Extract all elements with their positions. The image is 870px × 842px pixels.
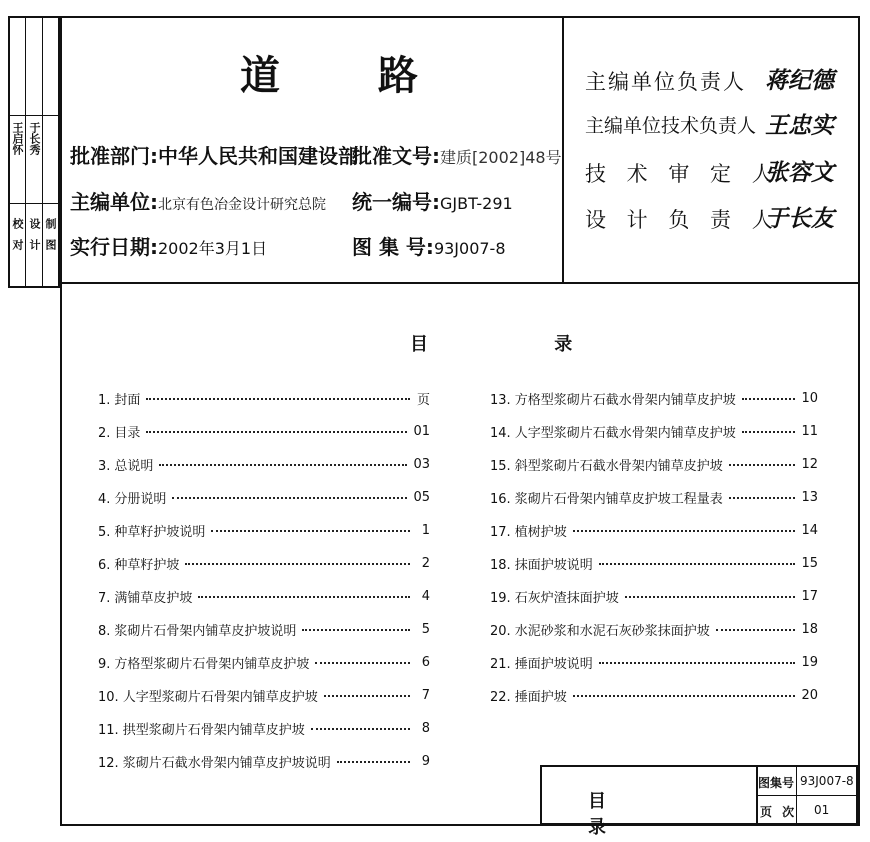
- toc-item: [490, 386, 818, 410]
- toc-leader-dots: [172, 497, 407, 499]
- toc-item-text: 拱型浆砌片石骨架内铺草皮护坡: [122, 722, 305, 738]
- toc-item-page: 15: [801, 555, 818, 571]
- toc-item-page: 05: [413, 489, 430, 505]
- toc-item-title: [490, 686, 567, 705]
- toc-item-title: [98, 752, 331, 771]
- side-role-2: 设计: [28, 218, 41, 260]
- toc-leader-dots: [185, 563, 410, 565]
- toc-item: [98, 650, 430, 674]
- toc-item: [490, 551, 818, 575]
- toc-item-title: [98, 653, 309, 672]
- toc-item-text: 斜型浆砌片石截水骨架内铺草皮护坡: [514, 458, 723, 474]
- title-block: [540, 765, 858, 838]
- toc-item: [98, 716, 430, 740]
- toc-leader-dots: [599, 662, 796, 664]
- side-role-3: 制图: [44, 218, 57, 260]
- side-signer-2: 于长秀: [28, 122, 41, 155]
- toc-item-title: [490, 653, 593, 672]
- toc-item-number: 11.: [98, 722, 119, 738]
- toc-item-text: 总说明: [114, 458, 154, 474]
- approve-dept-label: 批准部门:: [70, 144, 158, 168]
- toc-item-page: 19: [801, 654, 818, 670]
- toc-item-page: 18: [801, 621, 818, 637]
- toc-item-text: 满铺草皮护坡: [114, 590, 193, 606]
- toc-item-page: 20: [801, 687, 818, 703]
- page-value: 01: [814, 803, 830, 817]
- toc-item-page: 10: [801, 390, 818, 406]
- toc-item-title: [490, 455, 723, 474]
- toc-item-title: [490, 587, 619, 606]
- unified-no-value: GJBT-291: [440, 194, 513, 213]
- toc-item-text: 方格型浆砌片石骨架内铺草皮护坡: [114, 656, 310, 672]
- toc-item-text: 浆砌片石截水骨架内铺草皮护坡说明: [122, 755, 331, 771]
- toc-item-page: 14: [801, 522, 818, 538]
- toc-heading: 目 录: [410, 334, 633, 355]
- unified-no-label: 统一编号:: [352, 190, 440, 214]
- impl-date-label: 实行日期:: [70, 235, 158, 259]
- signature-3: 张容文: [765, 159, 834, 186]
- toc-item-number: 3.: [98, 458, 111, 474]
- toc-item-number: 5.: [98, 524, 111, 540]
- toc-item-number: 21.: [490, 656, 511, 672]
- toc-item-number: 14.: [490, 425, 511, 441]
- toc-item: [98, 518, 430, 542]
- toc-item: [98, 485, 430, 509]
- toc-item: [490, 650, 818, 674]
- approve-doc-label: 批准文号:: [352, 144, 440, 168]
- toc-item-page: 01: [413, 423, 430, 439]
- toc-item-text: 浆砌片石骨架内铺草皮护坡说明: [114, 623, 297, 639]
- resp-label-4: 设 计 负 责 人: [585, 208, 780, 232]
- toc-item-page: 8: [421, 720, 430, 736]
- toc-leader-dots: [324, 695, 410, 697]
- side-role-1: 校对: [11, 218, 24, 260]
- approve-dept-value: 中华人民共和国建设部: [158, 144, 358, 168]
- toc-item-number: 22.: [490, 689, 511, 705]
- toc-leader-dots: [625, 596, 796, 598]
- toc-leader-dots: [599, 563, 796, 565]
- toc-item-page: 5: [421, 621, 430, 637]
- page-label: 页 次: [760, 805, 798, 819]
- toc-item: [98, 386, 430, 410]
- toc-item-page: 1: [421, 522, 430, 538]
- toc-item-title: [98, 587, 192, 606]
- toc-item-text: 人字型浆砌片石骨架内铺草皮护坡: [122, 689, 318, 705]
- toc-item-number: 12.: [98, 755, 119, 771]
- toc-item-title: [98, 389, 140, 408]
- toc-item: [490, 419, 818, 443]
- toc-item-number: 17.: [490, 524, 511, 540]
- toc-leader-dots: [315, 662, 410, 664]
- toc-item-title: [490, 389, 736, 408]
- toc-item-text: 抹面护坡说明: [514, 557, 593, 573]
- header-info: [70, 140, 562, 270]
- toc-item-text: 石灰炉渣抹面护坡: [514, 590, 619, 606]
- toc-leader-dots: [198, 596, 410, 598]
- toc-item-title: [98, 422, 140, 441]
- toc-item-page: 2: [421, 555, 430, 571]
- atlas-no-label: 图 集 号:: [352, 235, 434, 259]
- toc-leader-dots: [211, 530, 410, 532]
- toc-item-number: 16.: [490, 491, 511, 507]
- title-block-name: 目 录: [588, 791, 688, 838]
- signature-1: 蒋纪德: [765, 67, 834, 94]
- toc-item-text: 捶面护坡: [514, 689, 567, 705]
- toc-leader-dots: [742, 431, 796, 433]
- editor-unit-value: 北京有色冶金设计研究总院: [158, 197, 326, 213]
- toc-item: [98, 551, 430, 575]
- toc-item-text: 捶面护坡说明: [514, 656, 593, 672]
- toc-leader-dots: [146, 398, 410, 400]
- toc-item: [490, 584, 818, 608]
- toc-item-page: 12: [801, 456, 818, 472]
- impl-date-value: 2002年3月1日: [158, 239, 268, 258]
- toc-item-text: 目录: [114, 425, 141, 441]
- toc-item: [98, 683, 430, 707]
- toc-item-text: 封面: [114, 392, 141, 408]
- toc-item-title: [98, 455, 153, 474]
- toc-item-number: 4.: [98, 491, 111, 507]
- toc-item-number: 20.: [490, 623, 511, 639]
- editor-unit-label: 主编单位:: [70, 190, 158, 214]
- approve-doc-value: 建质[2002]48号: [440, 148, 562, 167]
- toc-leader-dots: [302, 629, 410, 631]
- toc-leader-dots: [311, 728, 410, 730]
- toc-item: [490, 485, 818, 509]
- toc-item-title: [490, 620, 710, 639]
- toc-leader-dots: [729, 464, 796, 466]
- atlas-value: 93J007-8: [800, 774, 854, 788]
- resp-label-3: 技 术 审 定 人: [585, 162, 780, 186]
- toc-item-title: [98, 620, 296, 639]
- toc-item-title: [490, 554, 593, 573]
- page-title: 道 路: [240, 52, 460, 99]
- toc-item-title: [98, 686, 318, 705]
- toc-item-text: 种草籽护坡说明: [114, 524, 206, 540]
- signature-2: 王忠实: [765, 112, 834, 139]
- toc-leader-dots: [716, 629, 796, 631]
- toc-item-title: [98, 719, 305, 738]
- toc-item: [98, 419, 430, 443]
- toc-item: [98, 452, 430, 476]
- toc-item-page: 4: [421, 588, 430, 604]
- toc-leader-dots: [573, 530, 796, 532]
- toc-item: [490, 518, 818, 542]
- toc-item-number: 18.: [490, 557, 511, 573]
- toc-item-title: [98, 488, 166, 507]
- toc-leader-dots: [159, 464, 407, 466]
- toc-item-text: 浆砌片石骨架内铺草皮护坡工程量表: [514, 491, 723, 507]
- toc-item-title: [98, 521, 205, 540]
- toc-item-page: 11: [801, 423, 818, 439]
- toc-leader-dots: [146, 431, 407, 433]
- toc-item: [490, 683, 818, 707]
- toc-item-text: 方格型浆砌片石截水骨架内铺草皮护坡: [514, 392, 736, 408]
- toc-item-page: 7: [421, 687, 430, 703]
- toc-item-number: 9.: [98, 656, 111, 672]
- toc-item-page: 03: [413, 456, 430, 472]
- side-signer-1: 王启怀: [11, 122, 24, 155]
- toc-item: [98, 617, 430, 641]
- toc-item-page: 13: [801, 489, 818, 505]
- responsibles-block: [585, 62, 855, 242]
- toc-item-title: [490, 521, 567, 540]
- resp-label-2: 主编单位技术负责人: [585, 115, 757, 137]
- toc-item: [490, 452, 818, 476]
- toc-item-page: 17: [801, 588, 818, 604]
- toc-item-number: 8.: [98, 623, 111, 639]
- signature-4: 于长友: [765, 205, 834, 232]
- toc-item-text: 分册说明: [114, 491, 167, 507]
- toc-item-page: 6: [421, 654, 430, 670]
- toc-leader-dots: [573, 695, 796, 697]
- toc-item-page: 页: [416, 392, 430, 408]
- toc-item-title: [490, 422, 736, 441]
- toc-item-number: 13.: [490, 392, 511, 408]
- toc-item: [98, 584, 430, 608]
- atlas-label: 图集号: [758, 776, 795, 790]
- toc-item: [490, 617, 818, 641]
- toc-leader-dots: [337, 761, 410, 763]
- toc-item-number: 6.: [98, 557, 111, 573]
- toc-item-text: 人字型浆砌片石截水骨架内铺草皮护坡: [514, 425, 736, 441]
- atlas-no-value: 93J007-8: [433, 239, 506, 258]
- toc-item-page: 9: [421, 753, 430, 769]
- toc-item-title: [98, 554, 179, 573]
- toc-leader-dots: [742, 398, 796, 400]
- toc-item-text: 水泥砂浆和水泥石灰砂浆抹面护坡: [514, 623, 710, 639]
- toc-item-number: 10.: [98, 689, 119, 705]
- resp-label-1: 主编单位负责人: [585, 70, 746, 94]
- side-strip: [8, 16, 60, 288]
- toc-item-number: 19.: [490, 590, 511, 606]
- toc-item: [98, 749, 430, 773]
- toc-item-text: 植树护坡: [514, 524, 567, 540]
- toc-item-number: 1.: [98, 392, 111, 408]
- toc-item-number: 2.: [98, 425, 111, 441]
- toc-leader-dots: [729, 497, 796, 499]
- toc-item-number: 7.: [98, 590, 111, 606]
- toc-item-text: 种草籽护坡: [114, 557, 180, 573]
- toc-item-number: 15.: [490, 458, 511, 474]
- toc-item-title: [490, 488, 723, 507]
